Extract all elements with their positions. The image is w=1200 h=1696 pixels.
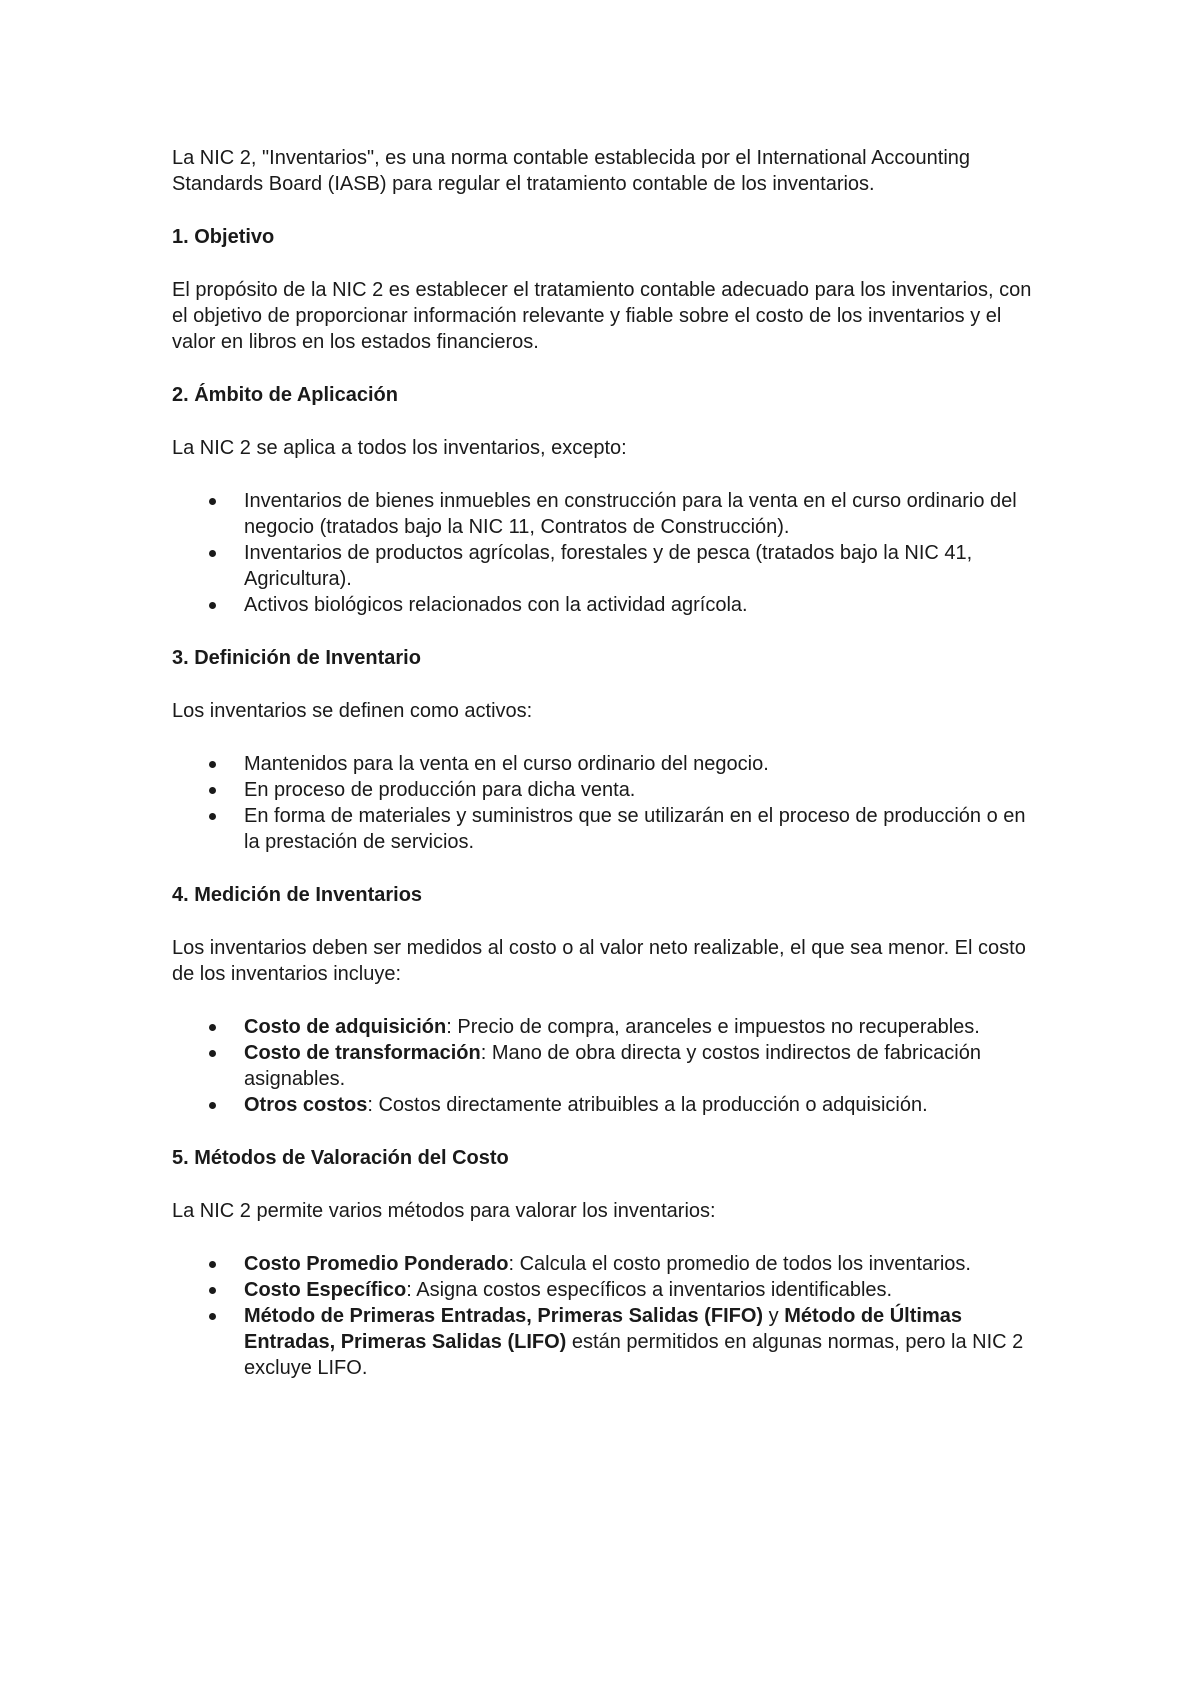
list-item: Inventarios de productos agrícolas, forestales y de pesca (tratados bajo la NIC 41, Agricultura). (172, 540, 1042, 592)
list-item-term: Costo Específico (244, 1279, 407, 1301)
medicion-list (172, 1014, 1042, 1118)
section-heading-definicion: 3. Definición de Inventario (172, 647, 421, 669)
list-item-desc: : Calcula el costo promedio de todos los inventarios. (508, 1253, 971, 1275)
ambito-paragraph: La NIC 2 se aplica a todos los inventarios, excepto: (172, 437, 627, 459)
metodos-list (172, 1251, 1042, 1381)
list-item-desc: : Precio de compra, aranceles e impuestos no recuperables. (446, 1016, 980, 1038)
list-item (172, 1092, 1042, 1118)
metodos-paragraph: La NIC 2 permite varios métodos para valorar los inventarios: (172, 1200, 716, 1222)
definicion-paragraph: Los inventarios se definen como activos: (172, 700, 533, 722)
list-item (172, 1277, 1042, 1303)
list-item-desc: : Asigna costos específicos a inventarios identificables. (406, 1279, 893, 1301)
list-item-term: Método de Primeras Entradas, Primeras Salidas (FIFO) (244, 1305, 764, 1327)
definicion-list (172, 751, 1042, 855)
list-item-connector: y (763, 1305, 785, 1327)
medicion-paragraph: Los inventarios deben ser medidos al costo o al valor neto realizable, el que sea menor. El costo de los inventarios incluye: (172, 937, 1026, 985)
list-item: En forma de materiales y suministros que se utilizarán en el proceso de producción o en la prestación de servicios. (172, 803, 1042, 855)
intro-paragraph: La NIC 2, "Inventarios", es una norma contable establecida por el International Accounting Standards Board (IASB) para regular el tratamiento contable de los inventarios. (172, 147, 971, 195)
list-item-term: Otros costos (244, 1094, 368, 1116)
list-item-desc: están permitidos en algunas normas, pero la NIC 2 excluye LIFO. (244, 1331, 1024, 1379)
section-heading-medicion: 4. Medición de Inventarios (172, 884, 423, 906)
list-item (172, 1014, 1042, 1040)
list-item-desc: : Mano de obra directa y costos indirectos de fabricación asignables. (244, 1042, 981, 1090)
list-item: Activos biológicos relacionados con la actividad agrícola. (172, 592, 1042, 618)
section-heading-objetivo: 1. Objetivo (172, 226, 275, 248)
section-heading-metodos: 5. Métodos de Valoración del Costo (172, 1147, 509, 1169)
section-heading-ambito: 2. Ámbito de Aplicación (172, 384, 398, 406)
list-item: En proceso de producción para dicha venta. (172, 777, 1042, 803)
list-item: Inventarios de bienes inmuebles en construcción para la venta en el curso ordinario del negocio (tratados bajo la NIC 11, Contratos de Construcción). (172, 488, 1042, 540)
list-item (172, 1303, 1042, 1381)
list-item-term: Costo de adquisición (244, 1016, 447, 1038)
ambito-list (172, 488, 1042, 618)
objetivo-paragraph: El propósito de la NIC 2 es establecer el tratamiento contable adecuado para los inventarios, con el objetivo de proporcionar información relevante y fiable sobre el costo de los inventarios y el valor en libros en los estados financieros. (172, 279, 1032, 353)
list-item-desc: : Costos directamente atribuibles a la producción o adquisición. (367, 1094, 928, 1116)
list-item-term: Método de Últimas Entradas, Primeras Salidas (LIFO) (244, 1305, 962, 1353)
list-item (172, 1251, 1042, 1277)
list-item: Mantenidos para la venta en el curso ordinario del negocio. (172, 751, 1042, 777)
list-item-term: Costo Promedio Ponderado (244, 1253, 509, 1275)
document-page (172, 145, 1042, 1408)
list-item-term: Costo de transformación (244, 1042, 481, 1064)
list-item (172, 1040, 1042, 1092)
